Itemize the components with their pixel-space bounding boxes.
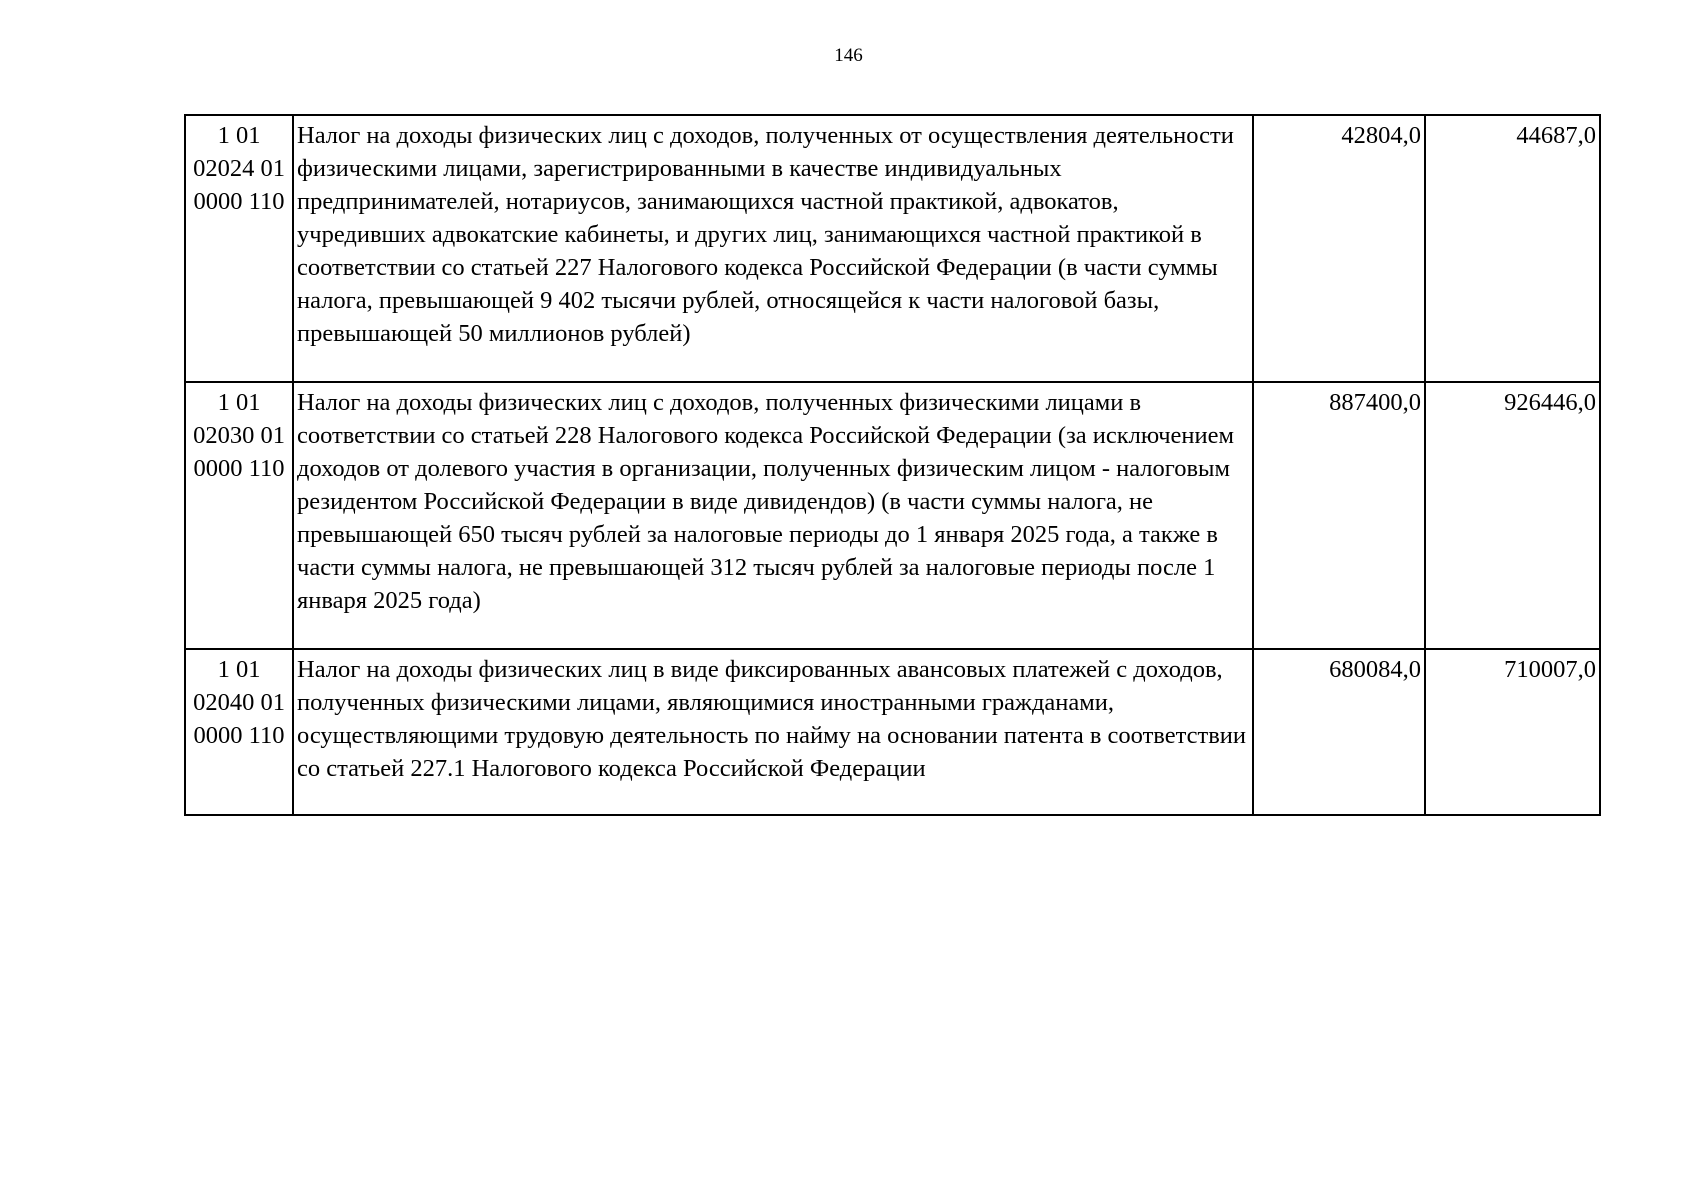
code-line: 1 01 bbox=[217, 656, 261, 683]
table-row bbox=[185, 382, 1600, 649]
page-number: 146 bbox=[834, 45, 863, 66]
code-line: 02024 01 bbox=[193, 155, 285, 182]
code-line: 0000 110 bbox=[193, 188, 285, 215]
code-line: 1 01 bbox=[217, 122, 261, 149]
amount-value-1: 680084,0 bbox=[1253, 649, 1425, 815]
amount-value-2: 44687,0 bbox=[1425, 115, 1600, 382]
amount-value-2: 710007,0 bbox=[1425, 649, 1600, 815]
code-line: 1 01 bbox=[217, 389, 261, 416]
code-line: 02040 01 bbox=[193, 689, 285, 716]
table-row bbox=[185, 115, 1600, 382]
code-line: 0000 110 bbox=[193, 722, 285, 749]
budget-revenue-table bbox=[184, 114, 1601, 816]
code-line: 02030 01 bbox=[193, 422, 285, 449]
budget-classification-code bbox=[185, 649, 293, 815]
revenue-name: Налог на доходы физических лиц с доходов, полученных физическими лицами в соответствии со статьей 228 Налогового кодекса Российской Федерации (за исключением доходов от долевого участия в организации, полученных физическим лицом - налоговым резидентом Российской Федерации в виде дивидендов) (в части суммы налога, не превышающей 650 тысяч рублей за налоговые периоды до 1 января 2025 года, а также в части суммы налога, не превышающей 312 тысяч рублей за налоговые периоды после 1 января 2025 года) bbox=[293, 382, 1253, 649]
amount-value-2: 926446,0 bbox=[1425, 382, 1600, 649]
revenue-name: Налог на доходы физических лиц с доходов, полученных от осуществления деятельности физическими лицами, зарегистрированными в качестве индивидуальных предпринимателей, нотариусов, занимающихся частной практикой, адвокатов, учредивших адвокатские кабинеты, и других лиц, занимающихся частной практикой в соответствии со статьей 227 Налогового кодекса Российской Федерации (в части суммы налога, превышающей 9 402 тысячи рублей, относящейся к части налоговой базы, превышающей 50 миллионов рублей) bbox=[293, 115, 1253, 382]
code-line: 0000 110 bbox=[193, 455, 285, 482]
amount-value-1: 887400,0 bbox=[1253, 382, 1425, 649]
revenue-name: Налог на доходы физических лиц в виде фиксированных авансовых платежей с доходов, полученных физическими лицами, являющимися иностранными гражданами, осуществляющими трудовую деятельность по найму на основании патента в соответствии со статьей 227.1 Налогового кодекса Российской Федерации bbox=[293, 649, 1253, 815]
amount-value-1: 42804,0 bbox=[1253, 115, 1425, 382]
budget-classification-code bbox=[185, 115, 293, 382]
budget-classification-code bbox=[185, 382, 293, 649]
table-row bbox=[185, 649, 1600, 815]
